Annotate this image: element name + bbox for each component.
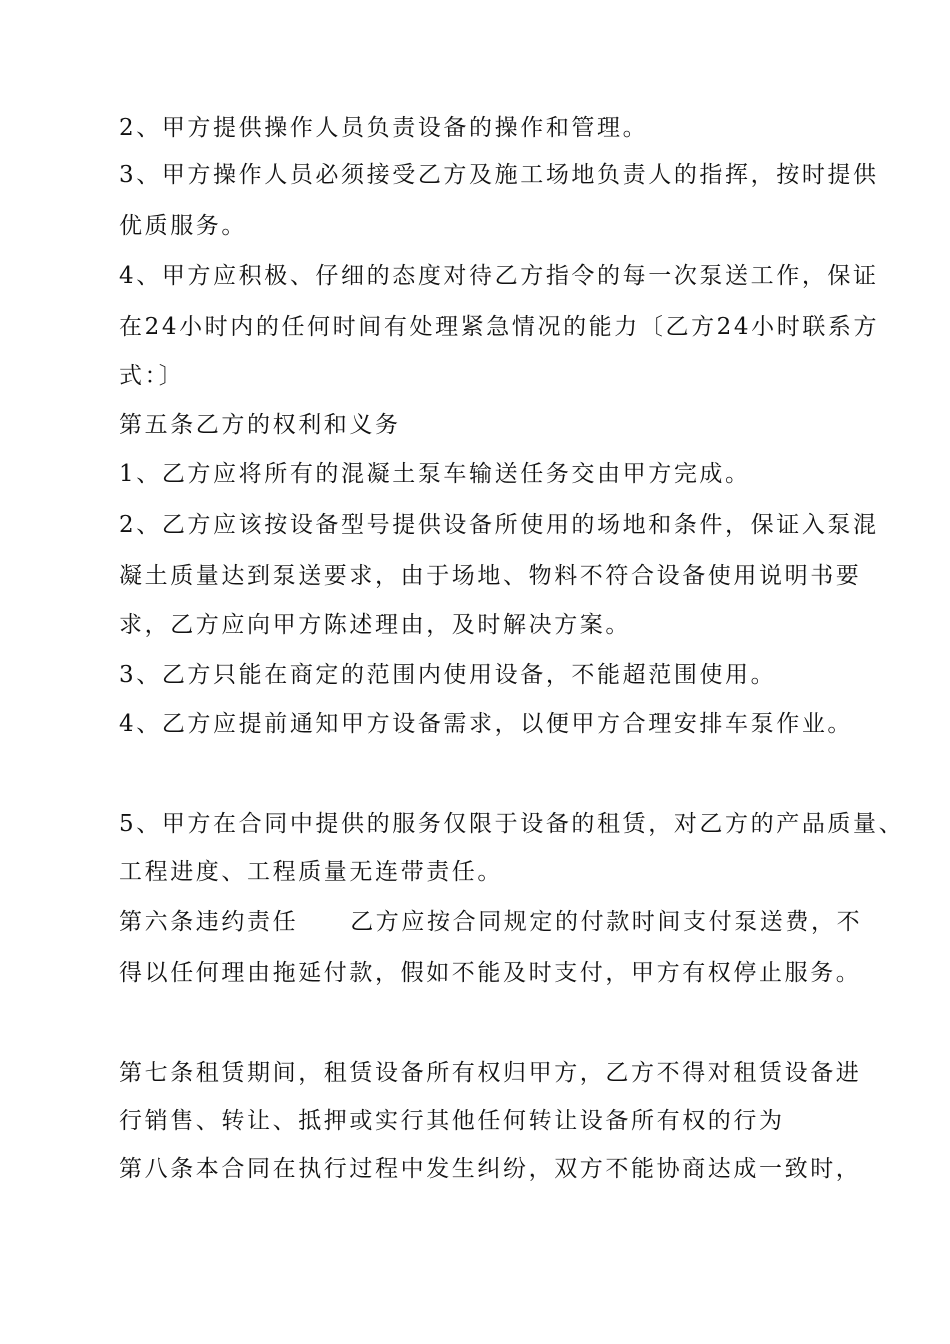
section-heading: 第七条租赁期间，租赁设备所有权归甲方，乙方不得对租赁设备进 bbox=[119, 1060, 862, 1086]
text-line: 求，乙方应向甲方陈述理由，及时解决方案。 bbox=[119, 612, 631, 638]
text-line: 4、乙方应提前通知甲方设备需求，以便甲方合理安排车泵作业。 bbox=[119, 711, 854, 737]
text-line: 2、甲方提供操作人员负责设备的操作和管理。 bbox=[119, 115, 649, 141]
text-line: 2、乙方应该按设备型号提供设备所使用的场地和条件，保证入泵混 bbox=[119, 512, 879, 538]
text-line: 3、乙方只能在商定的范围内使用设备，不能超范围使用。 bbox=[119, 662, 777, 688]
text-line: 在24小时内的任何时间有处理紧急情况的能力〔乙方24小时联系方 bbox=[119, 314, 880, 340]
section-heading: 第五条乙方的权利和义务 bbox=[119, 412, 401, 438]
text-line: 行销售、转让、抵押或实行其他任何转让设备所有权的行为 bbox=[119, 1108, 785, 1134]
text-line: 凝土质量达到泵送要求，由于场地、物料不符合设备使用说明书要 bbox=[119, 563, 862, 589]
section-heading: 第八条本合同在执行过程中发生纠纷，双方不能协商达成一致时， bbox=[119, 1156, 862, 1182]
text-line-with-heading bbox=[119, 907, 862, 937]
text-line: 优质服务。 bbox=[119, 213, 247, 239]
section-heading: 第六条违约责任 bbox=[119, 909, 299, 935]
text-line: 3、甲方操作人员必须接受乙方及施工场地负责人的指挥，按时提供 bbox=[119, 162, 879, 188]
text-line: 得以任何理由拖延付款，假如不能及时支付，甲方有权停止服务。 bbox=[119, 960, 862, 986]
text-line: 1、乙方应将所有的混凝土泵车输送任务交由甲方完成。 bbox=[119, 461, 751, 487]
text-line: 4、甲方应积极、仔细的态度对待乙方指令的每一次泵送工作，保证 bbox=[119, 263, 879, 289]
text-line: 乙方应按合同规定的付款时间支付泵送费，不 bbox=[350, 909, 863, 935]
text-line: 式：〕 bbox=[119, 363, 185, 389]
text-line: 工程进度、工程质量无连带责任。 bbox=[119, 859, 503, 885]
text-line: 5、甲方在合同中提供的服务仅限于设备的租赁，对乙方的产品质量、 bbox=[119, 811, 905, 837]
